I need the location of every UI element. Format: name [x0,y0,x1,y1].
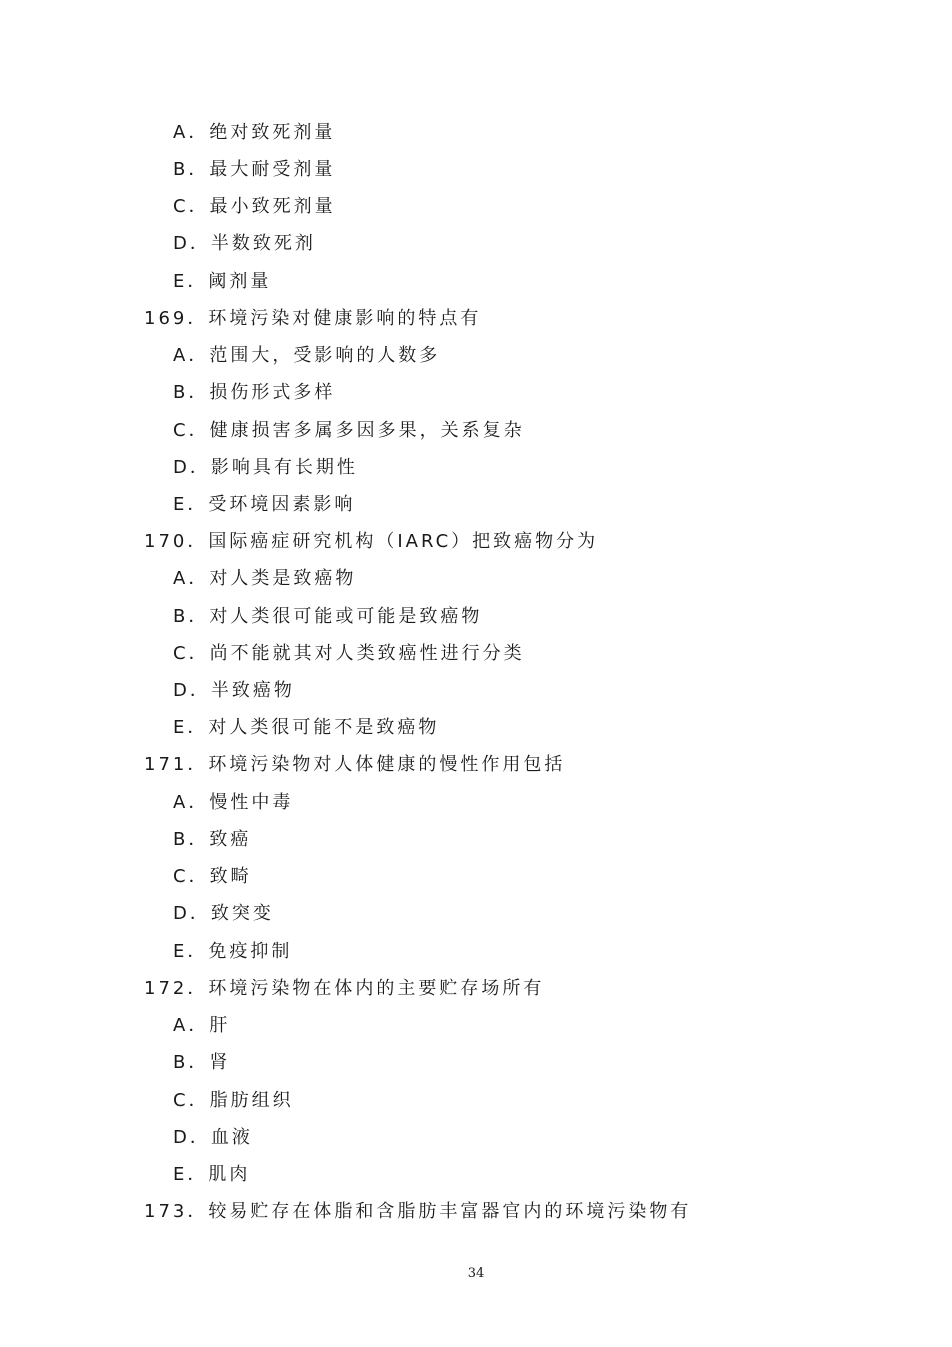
option-line: A．慢性中毒 [173,792,294,813]
option-line: E．肌肉 [173,1164,251,1185]
question-stem: 169．环境污染对健康影响的特点有 [144,308,482,329]
question-stem: 171．环境污染物对人体健康的慢性作用包括 [144,754,566,775]
option-line: E．受环境因素影响 [173,494,356,515]
option-line: C．最小致死剂量 [173,196,336,217]
option-line: C．脂肪组织 [173,1090,294,1111]
option-line: C．致畸 [173,866,252,887]
option-line: C．尚不能就其对人类致癌性进行分类 [173,643,525,664]
option-line: D．半致癌物 [173,680,295,701]
option-line: B．损伤形式多样 [173,382,336,403]
question-stem: 172．环境污染物在体内的主要贮存场所有 [144,978,545,999]
option-line: A．对人类是致癌物 [173,568,357,589]
option-line: D．血液 [173,1127,253,1148]
option-line: B．肾 [173,1052,231,1073]
option-line: D．致突变 [173,903,274,924]
question-stem: 173．较易贮存在体脂和含脂肪丰富器官内的环境污染物有 [144,1201,692,1222]
option-line: E．对人类很可能不是致癌物 [173,717,440,738]
option-line: A．范围大，受影响的人数多 [173,345,441,366]
option-line: D．半数致死剂 [173,233,316,254]
option-line: C．健康损害多属多因多果，关系复杂 [173,420,525,441]
question-stem: 170．国际癌症研究机构（IARC）把致癌物分为 [144,531,599,552]
option-line: B．最大耐受剂量 [173,159,336,180]
option-line: B．对人类很可能或可能是致癌物 [173,606,483,627]
option-line: B．致癌 [173,829,252,850]
option-line: E．免疫抑制 [173,941,293,962]
option-line: E．阈剂量 [173,271,272,292]
option-line: D．影响具有长期性 [173,457,358,478]
page-number: 34 [467,1266,485,1281]
option-line: A．绝对致死剂量 [173,122,336,143]
option-line: A．肝 [173,1015,231,1036]
